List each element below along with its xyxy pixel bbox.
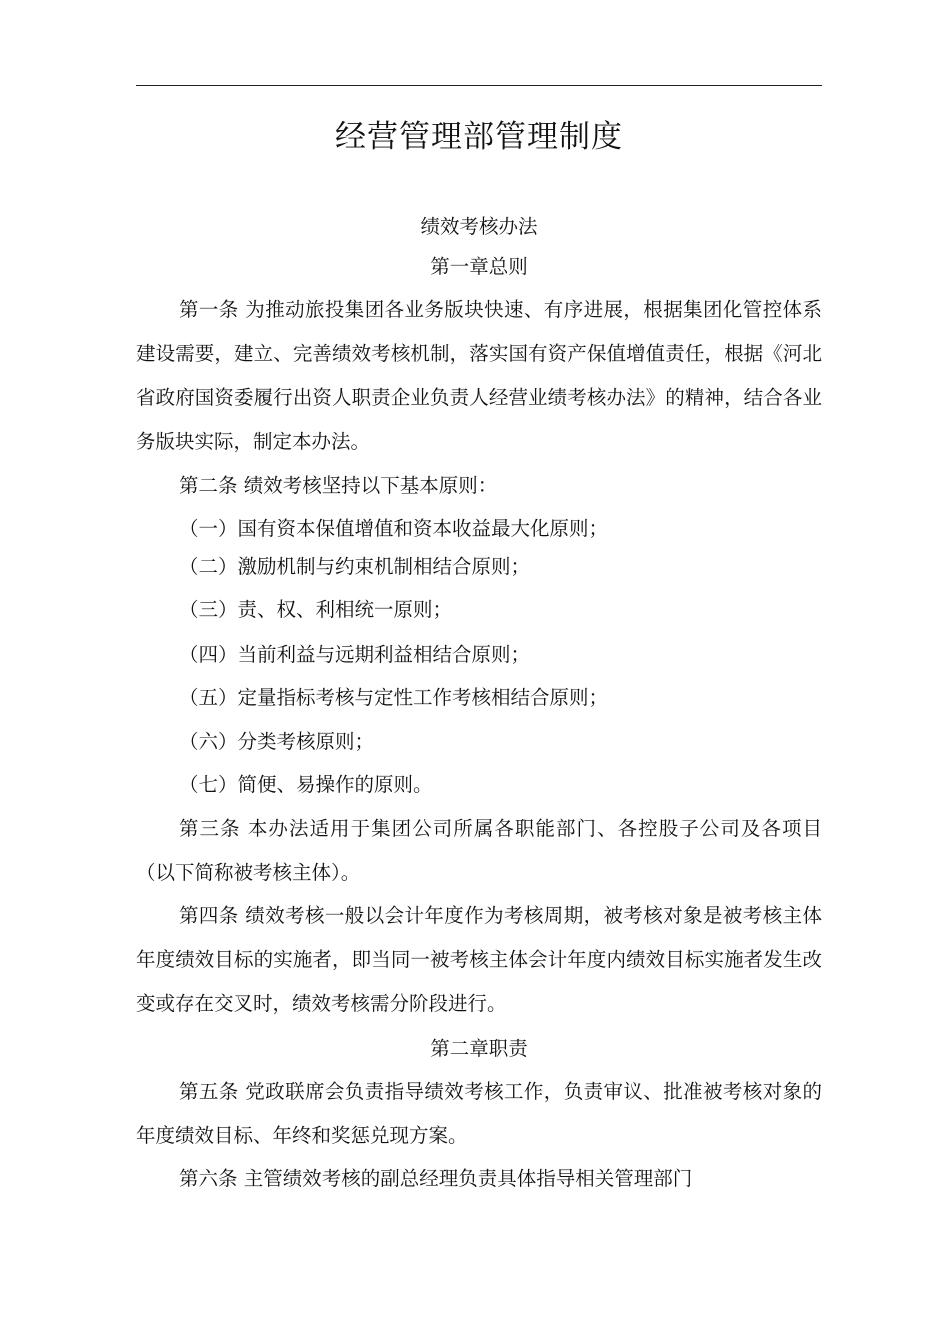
principle-item: （五）定量指标考核与定性工作考核相结合原则；	[179, 686, 609, 709]
principle-item: （三）责、权、利相统一原则；	[179, 598, 453, 621]
article-1: 第一条 为推动旅投集团各业务版块快速、有序进展，根据集团化管控体系建设需要，建立、完善绩效考核机制，落实国有资产保值增值责任，根据《河北省政府国资委履行出资人职责企业负责人经营业绩考核办法》的精神，结合各业务版块实际，制定本办法。	[136, 298, 822, 453]
document-title: 经营管理部管理制度	[335, 119, 623, 155]
principle-item: （二）激励机制与约束机制相结合原则；	[179, 555, 531, 578]
principle-item: （一）国有资本保值增值和资本收益最大化原则；	[179, 517, 609, 540]
article-2: 第二条 绩效考核坚持以下基本原则：	[179, 474, 498, 497]
header-rule	[136, 85, 822, 86]
article-6: 第六条 主管绩效考核的副总经理负责具体指导相关管理部门	[179, 1167, 693, 1190]
article-5: 第五条 党政联席会负责指导绩效考核工作，负责审议、批准被考核对象的年度绩效目标、年终和奖惩兑现方案。	[136, 1080, 822, 1147]
chapter-heading-2: 第二章职责	[430, 1037, 528, 1060]
principle-item: （四）当前利益与远期利益相结合原则；	[179, 643, 531, 666]
article-3: 第三条 本办法适用于集团公司所属各职能部门、各控股子公司及各项目（以下简称被考核主体）。	[136, 817, 822, 884]
article-4: 第四条 绩效考核一般以会计年度作为考核周期，被考核对象是被考核主体年度绩效目标的实施者，即当同一被考核主体会计年度内绩效目标实施者发生改变或存在交叉时，绩效考核需分阶段进行。	[136, 904, 822, 1015]
principle-item: （七）简便、易操作的原则。	[179, 773, 433, 796]
section-title: 绩效考核办法	[420, 215, 538, 238]
principle-item: （六）分类考核原则；	[179, 730, 375, 753]
chapter-heading-1: 第一章总则	[430, 255, 528, 278]
